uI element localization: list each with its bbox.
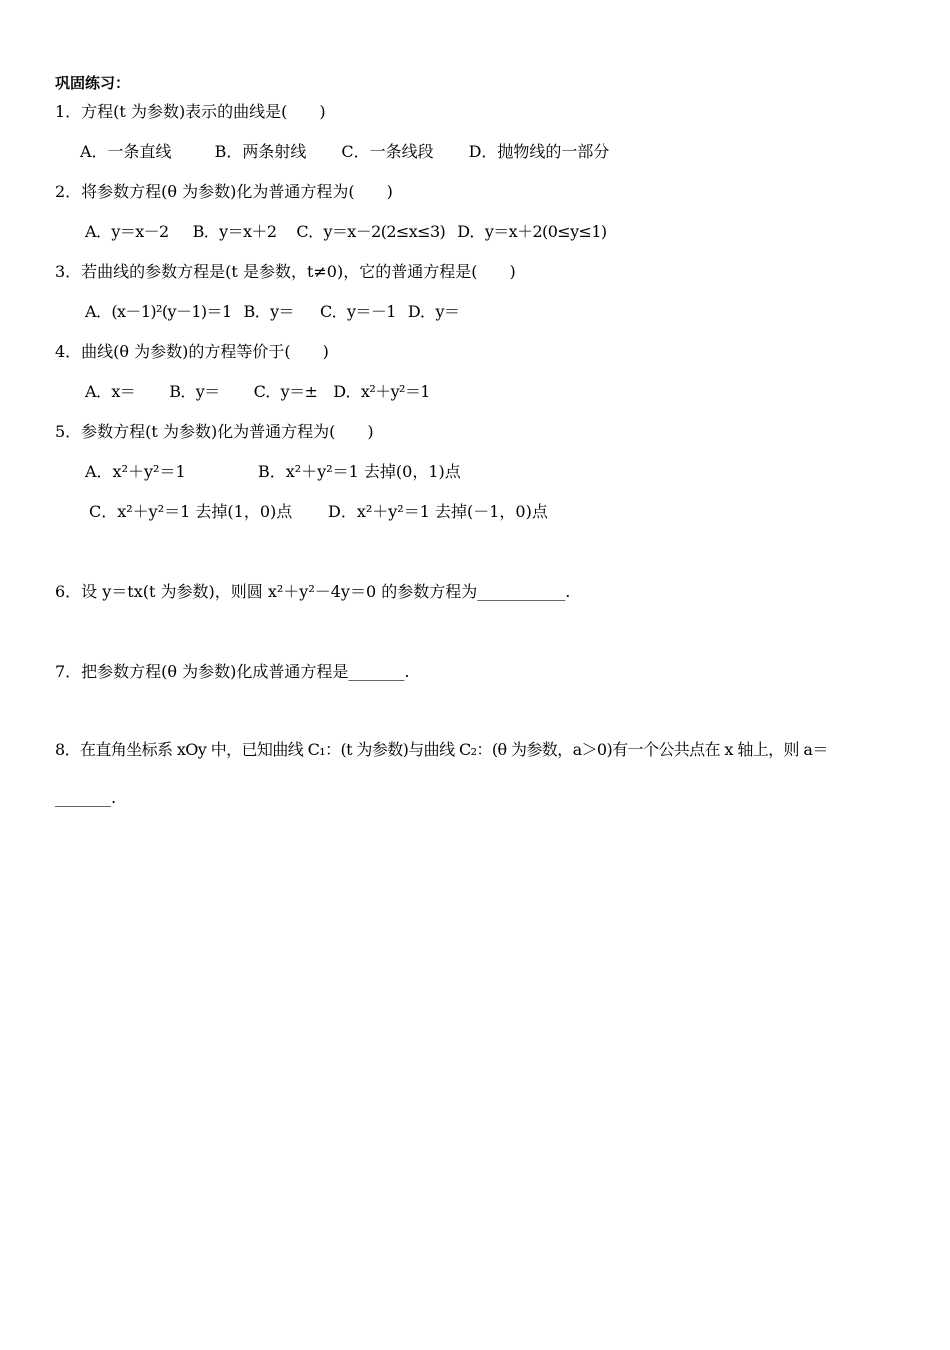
question-8-answer-blank: _______. [55,788,117,807]
question-4-stem: 4．曲线(θ 为参数)的方程等价于( ) [55,342,329,361]
question-2-option-b: B．y＝x＋2 [192,222,277,241]
question-2-option-c: C．y＝x－2(2≤x≤3) [296,222,446,241]
question-5-option-b: B．x²＋y²＝1 去掉(0，1)点 [258,462,461,481]
question-1-option-d: D．抛物线的一部分 [468,142,610,161]
question-5-option-c: C．x²＋y²＝1 去掉(1，0)点 [89,502,293,521]
question-1-option-c: C．一条线段 [341,142,434,161]
question-1-options [80,141,609,163]
question-2-stem: 2．将参数方程(θ 为参数)化为普通方程为( ) [55,182,393,201]
question-7-stem: 7．把参数方程(θ 为参数)化成普通方程是_______. [55,662,410,681]
question-3-option-a: A．(x－1)²(y－1)＝1 [85,302,232,321]
question-4-option-d: D．x²＋y²＝1 [333,382,430,401]
question-3-option-b: B．y＝ [243,302,294,321]
question-2-options [85,221,607,243]
question-3-stem: 3．若曲线的参数方程是(t 是参数，t≠0)，它的普通方程是( ) [55,262,516,281]
question-5-stem: 5．参数方程(t 为参数)化为普通方程为( ) [55,422,374,441]
question-3-options [85,301,459,323]
question-4-options [85,381,430,403]
question-3-option-c: C．y＝－1 [319,302,396,321]
question-1-stem: 1．方程(t 为参数)表示的曲线是( ) [55,102,326,121]
question-4-option-c: C．y＝± [253,382,318,401]
question-4-option-b: B．y＝ [169,382,220,401]
question-4-option-a: A．x＝ [85,382,136,401]
page-title: 巩固练习： [55,74,131,92]
question-5-option-d: D．x²＋y²＝1 去掉(－1，0)点 [328,502,548,521]
question-2-option-d: D．y＝x＋2(0≤y≤1) [457,222,607,241]
question-6-stem: 6．设 y＝tx(t 为参数)，则圆 x²＋y²－4y＝0 的参数方程为___________. [55,582,571,601]
question-1-option-a: A．一条直线 [80,142,172,161]
question-8-stem: 8．在直角坐标系 xOy 中，已知曲线 C₁：(t 为参数)与曲线 C₂：(θ 为参数，a＞0)有一个公共点在 x 轴上，则 a＝ [55,740,828,759]
question-3-option-d: D．y＝ [407,302,460,321]
question-5-option-a: A．x²＋y²＝1 [85,462,186,481]
question-2-option-a: A．y＝x－2 [85,222,169,241]
question-1-option-b: B．两条射线 [214,142,307,161]
